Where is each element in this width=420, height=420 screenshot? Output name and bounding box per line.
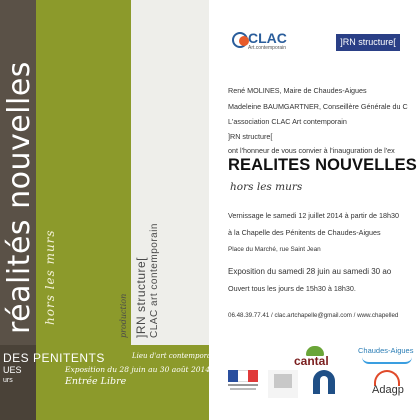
vernissage-line: Vernissage le samedi 12 juillet 2014 à partir de 18h30 bbox=[228, 211, 400, 220]
venue-type: Lieu d'art contemporain bbox=[132, 352, 218, 360]
flag-red-icon bbox=[248, 370, 258, 382]
clac-logo bbox=[232, 30, 304, 52]
host-line-3: L'association CLAC Art contemporain bbox=[228, 117, 347, 126]
address-line: Place du Marché, rue Saint Jean bbox=[228, 246, 321, 253]
venue-name: DES PENITENTS bbox=[3, 351, 105, 365]
caption-line-icon bbox=[230, 388, 256, 390]
host-line-1: René MOLINES, Maire de Chaudes-Aigues bbox=[228, 86, 367, 95]
republique-francaise-logo bbox=[228, 370, 258, 394]
clac-logo-word: CLAC bbox=[248, 30, 287, 46]
vertical-title: réalités nouvelles bbox=[2, 61, 37, 334]
emblem-icon bbox=[274, 374, 292, 388]
arch-inner-icon bbox=[320, 376, 328, 394]
cantal-logo-word: cantal bbox=[294, 354, 329, 368]
wave-icon bbox=[362, 357, 412, 364]
chaudes-aigues-logo-word: Chaudes-Aigues bbox=[358, 346, 414, 355]
venue-fragment-small: urs bbox=[3, 377, 13, 384]
host-line-2: Madeleine BAUMGARTNER, Conseillère Générale du C bbox=[228, 102, 408, 111]
opening-hours-line: Ouvert tous les jours de 15h30 à 18h30. bbox=[228, 284, 356, 293]
venue-fragment: UES bbox=[3, 365, 22, 375]
credit-clac: CLAC art contemporain bbox=[149, 223, 160, 338]
headline: REALITES NOUVELLES bbox=[228, 156, 417, 174]
adagp-logo-word: Adagp bbox=[372, 384, 404, 396]
ministry-logo bbox=[268, 370, 298, 398]
flag-blue-icon bbox=[228, 370, 238, 382]
flag-white-icon bbox=[238, 370, 248, 382]
adagp-logo bbox=[368, 370, 413, 400]
exhibition-dates: Exposition du 28 juin au 30 août 2014 bbox=[65, 365, 211, 374]
free-entry: Entrée Libre bbox=[65, 376, 127, 387]
host-line-4: ]RN structure[ bbox=[228, 132, 273, 141]
clac-logo-sub: Art.contemporain bbox=[248, 45, 287, 51]
credit-production: production bbox=[119, 293, 128, 338]
rn-structure-logo: ]RN structure[ bbox=[336, 34, 400, 51]
host-line-5: ont l'honneur de vous convier à l'inauguration de l'ex bbox=[228, 146, 395, 155]
chapelle-line: à la Chapelle des Pénitents de Chaudes-Aigues bbox=[228, 228, 381, 237]
exposition-line: Exposition du samedi 28 juin au samedi 30 ao bbox=[228, 267, 392, 276]
credit-rn-structure: ]RN structure[ bbox=[134, 256, 148, 338]
caption-line-icon bbox=[228, 384, 258, 386]
contact-line[interactable]: 06.48.39.77.41 / clac.artchapelle@gmail.com / www.chapelled bbox=[228, 312, 399, 319]
vertical-subtitle: hors les murs bbox=[43, 229, 57, 325]
cantal-logo bbox=[288, 346, 338, 368]
headline-subtitle: hors les murs bbox=[230, 181, 303, 193]
chaudes-aigues-logo bbox=[358, 346, 418, 368]
ville-logo bbox=[310, 370, 338, 400]
